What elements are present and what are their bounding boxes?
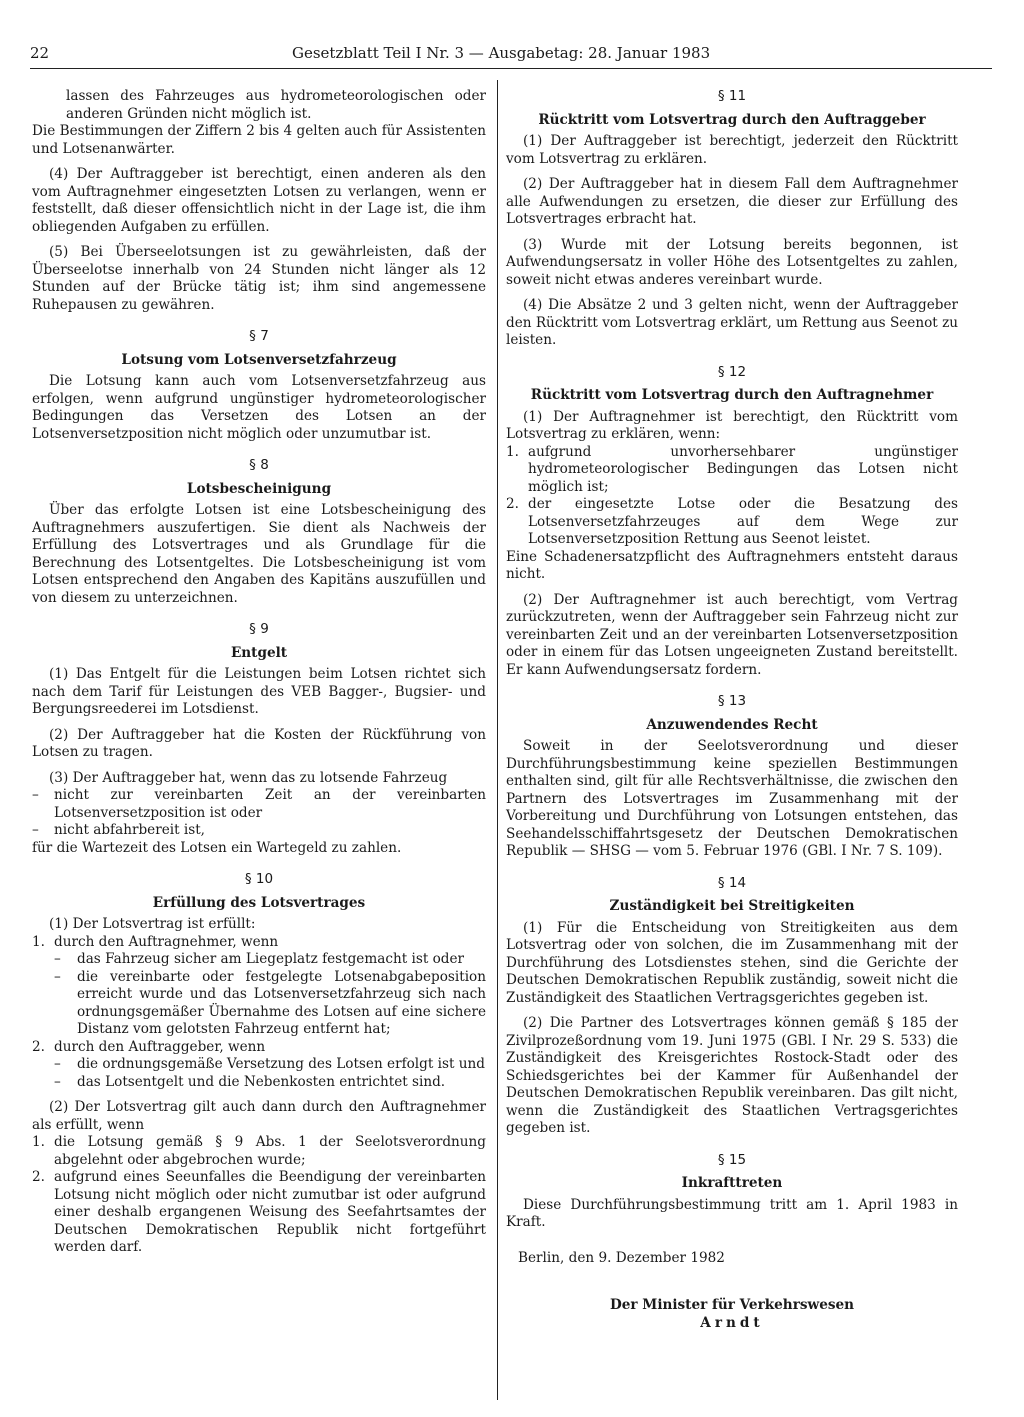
dash-item: – die ordnungsgemäße Versetzung des Lotsen erfolgt ist und <box>54 1056 485 1072</box>
page-number: 22 <box>30 44 50 62</box>
section-number: § 8 <box>249 457 269 473</box>
section-heading: Entgelt <box>230 644 288 661</box>
paragraph: (1) Das Entgelt für die Leistungen beim Lotsen richtet sich nach dem Tarif für Leistungen des VEB Bagger-, Bugsier- und Bergungsreederei im Lotsdienst. <box>32 666 486 717</box>
dash-item: – nicht zur vereinbarten Zeit an der vereinbarten Lotsenversetzposition ist oder <box>32 787 486 821</box>
paragraph: (2) Der Lotsvertrag gilt auch dann durch den Auftragnehmer als erfüllt, wenn <box>32 1099 486 1133</box>
paragraph: (2) Die Partner des Lotsvertrages können gemäß § 185 der Zivilprozeßordnung vom 19. Juni 1975 (GBl. I Nr. 29 S. 533) die Zuständigkeit des Kreisgerichtes Rostock-Stadt oder des Schiedsgerichtes bei der Kammer für Außenhandel der Deutschen Demokratischen Republik vereinbaren. Das gilt nicht, wenn die Zuständigkeit des Staatlichen Vertragsgerichtes gegeben ist. <box>506 1015 958 1136</box>
dash-item: – das Lotsentgelt und die Nebenkosten entrichtet sind. <box>54 1073 446 1090</box>
paragraph: (2) Der Auftragnehmer ist auch berechtigt, vom Vertrag zurückzutreten, wenn der Auftraggeber sein Fahrzeug nicht zur vereinbarten Zeit und an der vereinbarten Lotsenversetzposition oder in einem für das Lotsen ungeeigneten Zustand bereitstellt. Er kann Aufwendungsersatz fordern. <box>506 591 958 678</box>
signing-date: Berlin, den 9. Dezember 1982 <box>518 1249 725 1266</box>
paragraph: (5) Bei Überseelotsungen ist zu gewährleisten, daß der Überseelotse innerhalb von 24 Stunden nicht länger als 12 Stunden auf der Brücke tätig ist; ihm sind angemessene Ruhepausen zu gewähren. <box>32 244 486 313</box>
section-number: § 11 <box>717 88 747 104</box>
paragraph: Soweit in der Seelotsverordnung und dieser Durchführungsbestimmung keine speziellen Bestimmungen enthalten sind, gilt für alle Rechtsverhältnisse, die zwischen den Partnern des Lotsvertrages im Zusammenhang mit der Vorbereitung und Durchführung von Lotsungen entstehen, das Seehandelsschiffahrtsgesetz der Deutschen Demokratischen Republik — SHSG — vom 5. Februar 1976 (GBl. I Nr. 7 S. 109). <box>506 738 958 859</box>
signatory-title: Der Minister für Verkehrswesen <box>609 1297 855 1313</box>
page-header <box>30 44 710 66</box>
paragraph: (1) Der Auftragnehmer ist berechtigt, den Rücktritt vom Lotsvertrag zu erklären, wenn: <box>506 408 958 442</box>
section-number: § 14 <box>717 874 747 891</box>
header-rule <box>30 68 992 69</box>
paragraph: Eine Schadenersatzpflicht des Auftragnehmers entsteht daraus nicht. <box>506 548 958 582</box>
paragraph: (1) Der Auftraggeber ist berechtigt, jederzeit den Rücktritt vom Lotsvertrag zu erklären. <box>506 133 958 167</box>
paragraph: (1) Für die Entscheidung von Streitigkeiten aus dem Lotsvertrag oder von solchen, die im Zusammenhang mit der Durchführung des Lotsdienstes stehen, sind die Gerichte der Deutschen Demokratischen Republik zuständig, soweit nicht die Zuständigkeit des Staatlichen Vertragsgerichtes gegeben ist. <box>506 919 958 1006</box>
paragraph: Über das erfolgte Lotsen ist eine Lotsbescheinigung des Auftragnehmers auszufertigen. Sie dient als Nachweis der Erfüllung des Lotsvertrages und als Grundlage für die Berechnung des Lotsentgeltes. Die Lotsbescheinigung ist vom Lotsen entsprechend den Angaben des Kapitäns auszufüllen und von diesem zu unterzeichnen. <box>32 502 486 606</box>
paragraph: (2) Der Auftraggeber hat in diesem Fall dem Auftragnehmer alle Aufwendungen zu ersetzen, die dieser zur Erfüllung des Lotsvertrages erbracht hat. <box>506 176 958 227</box>
numbered-item: 1. die Lotsung gemäß § 9 Abs. 1 der Seelotsverordnung abgelehnt oder abgebrochen wurde; <box>32 1134 486 1168</box>
section-number: § 12 <box>717 363 747 380</box>
left-column <box>32 88 486 1257</box>
paragraph: (2) Der Auftraggeber hat die Kosten der Rückführung von Lotsen zu tragen. <box>32 726 486 760</box>
section-heading: Inkrafttreten <box>681 1175 783 1191</box>
section-heading: Anzuwendendes Recht <box>646 716 818 733</box>
section-number: § 13 <box>717 693 747 709</box>
numbered-item: 1. aufgrund unvorhersehbarer ungünstiger hydrometeorologischer Bedingungen das Lotsen nicht möglich ist; <box>506 443 958 495</box>
section-heading: Rücktritt vom Lotsvertrag durch den Auftragnehmer <box>530 387 934 403</box>
numbered-item: 2. durch den Auftraggeber, wenn <box>32 1038 266 1055</box>
paragraph: (3) Wurde mit der Lotsung bereits begonnen, ist Aufwendungsersatz in voller Höhe des Lotsentgeltes zu zahlen, soweit nicht etwas anderes vereinbart wurde. <box>506 236 958 288</box>
dash-item: – das Fahrzeug sicher am Liegeplatz festgemacht ist oder <box>54 951 465 967</box>
section-heading: Zuständigkeit bei Streitigkeiten <box>609 898 855 914</box>
section-heading: Lotsbescheinigung <box>186 480 332 497</box>
numbered-item: 2. der eingesetzte Lotse oder die Besatzung des Lotsenversetzfahrzeuges auf dem Wege zur Lotsenversetzposition Rettung aus Seenot leistet. <box>506 496 958 547</box>
numbered-item: 2. aufgrund eines Seeunfalles die Beendigung der vereinbarten Lotsung nicht möglich oder nicht zumutbar ist oder aufgrund einer deshalb ergangenen Weisung des Seefahrtsamtes der Deutschen Demokratischen Republik nicht fortgeführt werden darf. <box>32 1169 486 1255</box>
page-header-title: Gesetzblatt Teil I Nr. 3 — Ausgabetag: 28. Januar 1983 <box>292 44 711 62</box>
paragraph: (4) Der Auftraggeber ist berechtigt, einen anderen als den vom Auftragnehmer eingesetzten Lotsen zu verlangen, wenn er feststellt, daß dieser offensichtlich nicht in der Lage ist, die ihm obliegenden Aufgaben zu erfüllen. <box>32 166 486 235</box>
paragraph: für die Wartezeit des Lotsen ein Wartegeld zu zahlen. <box>32 839 402 856</box>
paragraph: (3) Der Auftraggeber hat, wenn das zu lotsende Fahrzeug <box>49 769 448 786</box>
paragraph: (4) Die Absätze 2 und 3 gelten nicht, wenn der Auftraggeber den Rücktritt vom Lotsvertrag erklärt, um Rettung aus Seenot zu leisten. <box>506 297 958 348</box>
section-heading: Rücktritt vom Lotsvertrag durch den Auftraggeber <box>538 111 926 128</box>
section-number: § 15 <box>717 1151 747 1168</box>
paragraph: Diese Durchführungsbestimmung tritt am 1. April 1983 in Kraft. <box>506 1196 958 1230</box>
dash-item: – die vereinbarte oder festgelegte Lotsenabgabeposition erreicht wurde und das Lotsenversetzfahrzeug sich nach ordnungsgemäßer Übernahme des Lotsen auf eine sichere Distanz vom gelotsten Fahrzeug entfernt hat; <box>54 968 486 1037</box>
section-heading: Erfüllung des Lotsvertrages <box>152 894 366 911</box>
paragraph: Die Bestimmungen der Ziffern 2 bis 4 gelten auch für Assistenten und Lotsenanwärter. <box>32 123 486 157</box>
right-column <box>506 88 958 1332</box>
section-number: § 7 <box>249 328 269 344</box>
signatory-name: Arndt <box>700 1314 764 1331</box>
paragraph: (1) Der Lotsvertrag ist erfüllt: <box>49 916 256 932</box>
section-heading: Lotsung vom Lotsenversetzfahrzeug <box>121 351 397 368</box>
section-number: § 9 <box>249 621 269 637</box>
paragraph: lassen des Fahrzeuges aus hydrometeorologischen oder anderen Gründen nicht möglich ist. <box>66 88 486 122</box>
dash-item: – nicht abfahrbereit ist, <box>32 822 205 838</box>
section-number: § 10 <box>244 871 274 887</box>
column-divider <box>497 80 498 1400</box>
numbered-item: 1. durch den Auftragnehmer, wenn <box>32 933 279 950</box>
paragraph: Die Lotsung kann auch vom Lotsenversetzfahrzeug aus erfolgen, wenn aufgrund ungünstiger hydrometeorologischer Bedingungen das Versetzen des Lotsen an der Lotsenversetzposition nicht möglich oder unzumutbar ist. <box>32 373 486 442</box>
